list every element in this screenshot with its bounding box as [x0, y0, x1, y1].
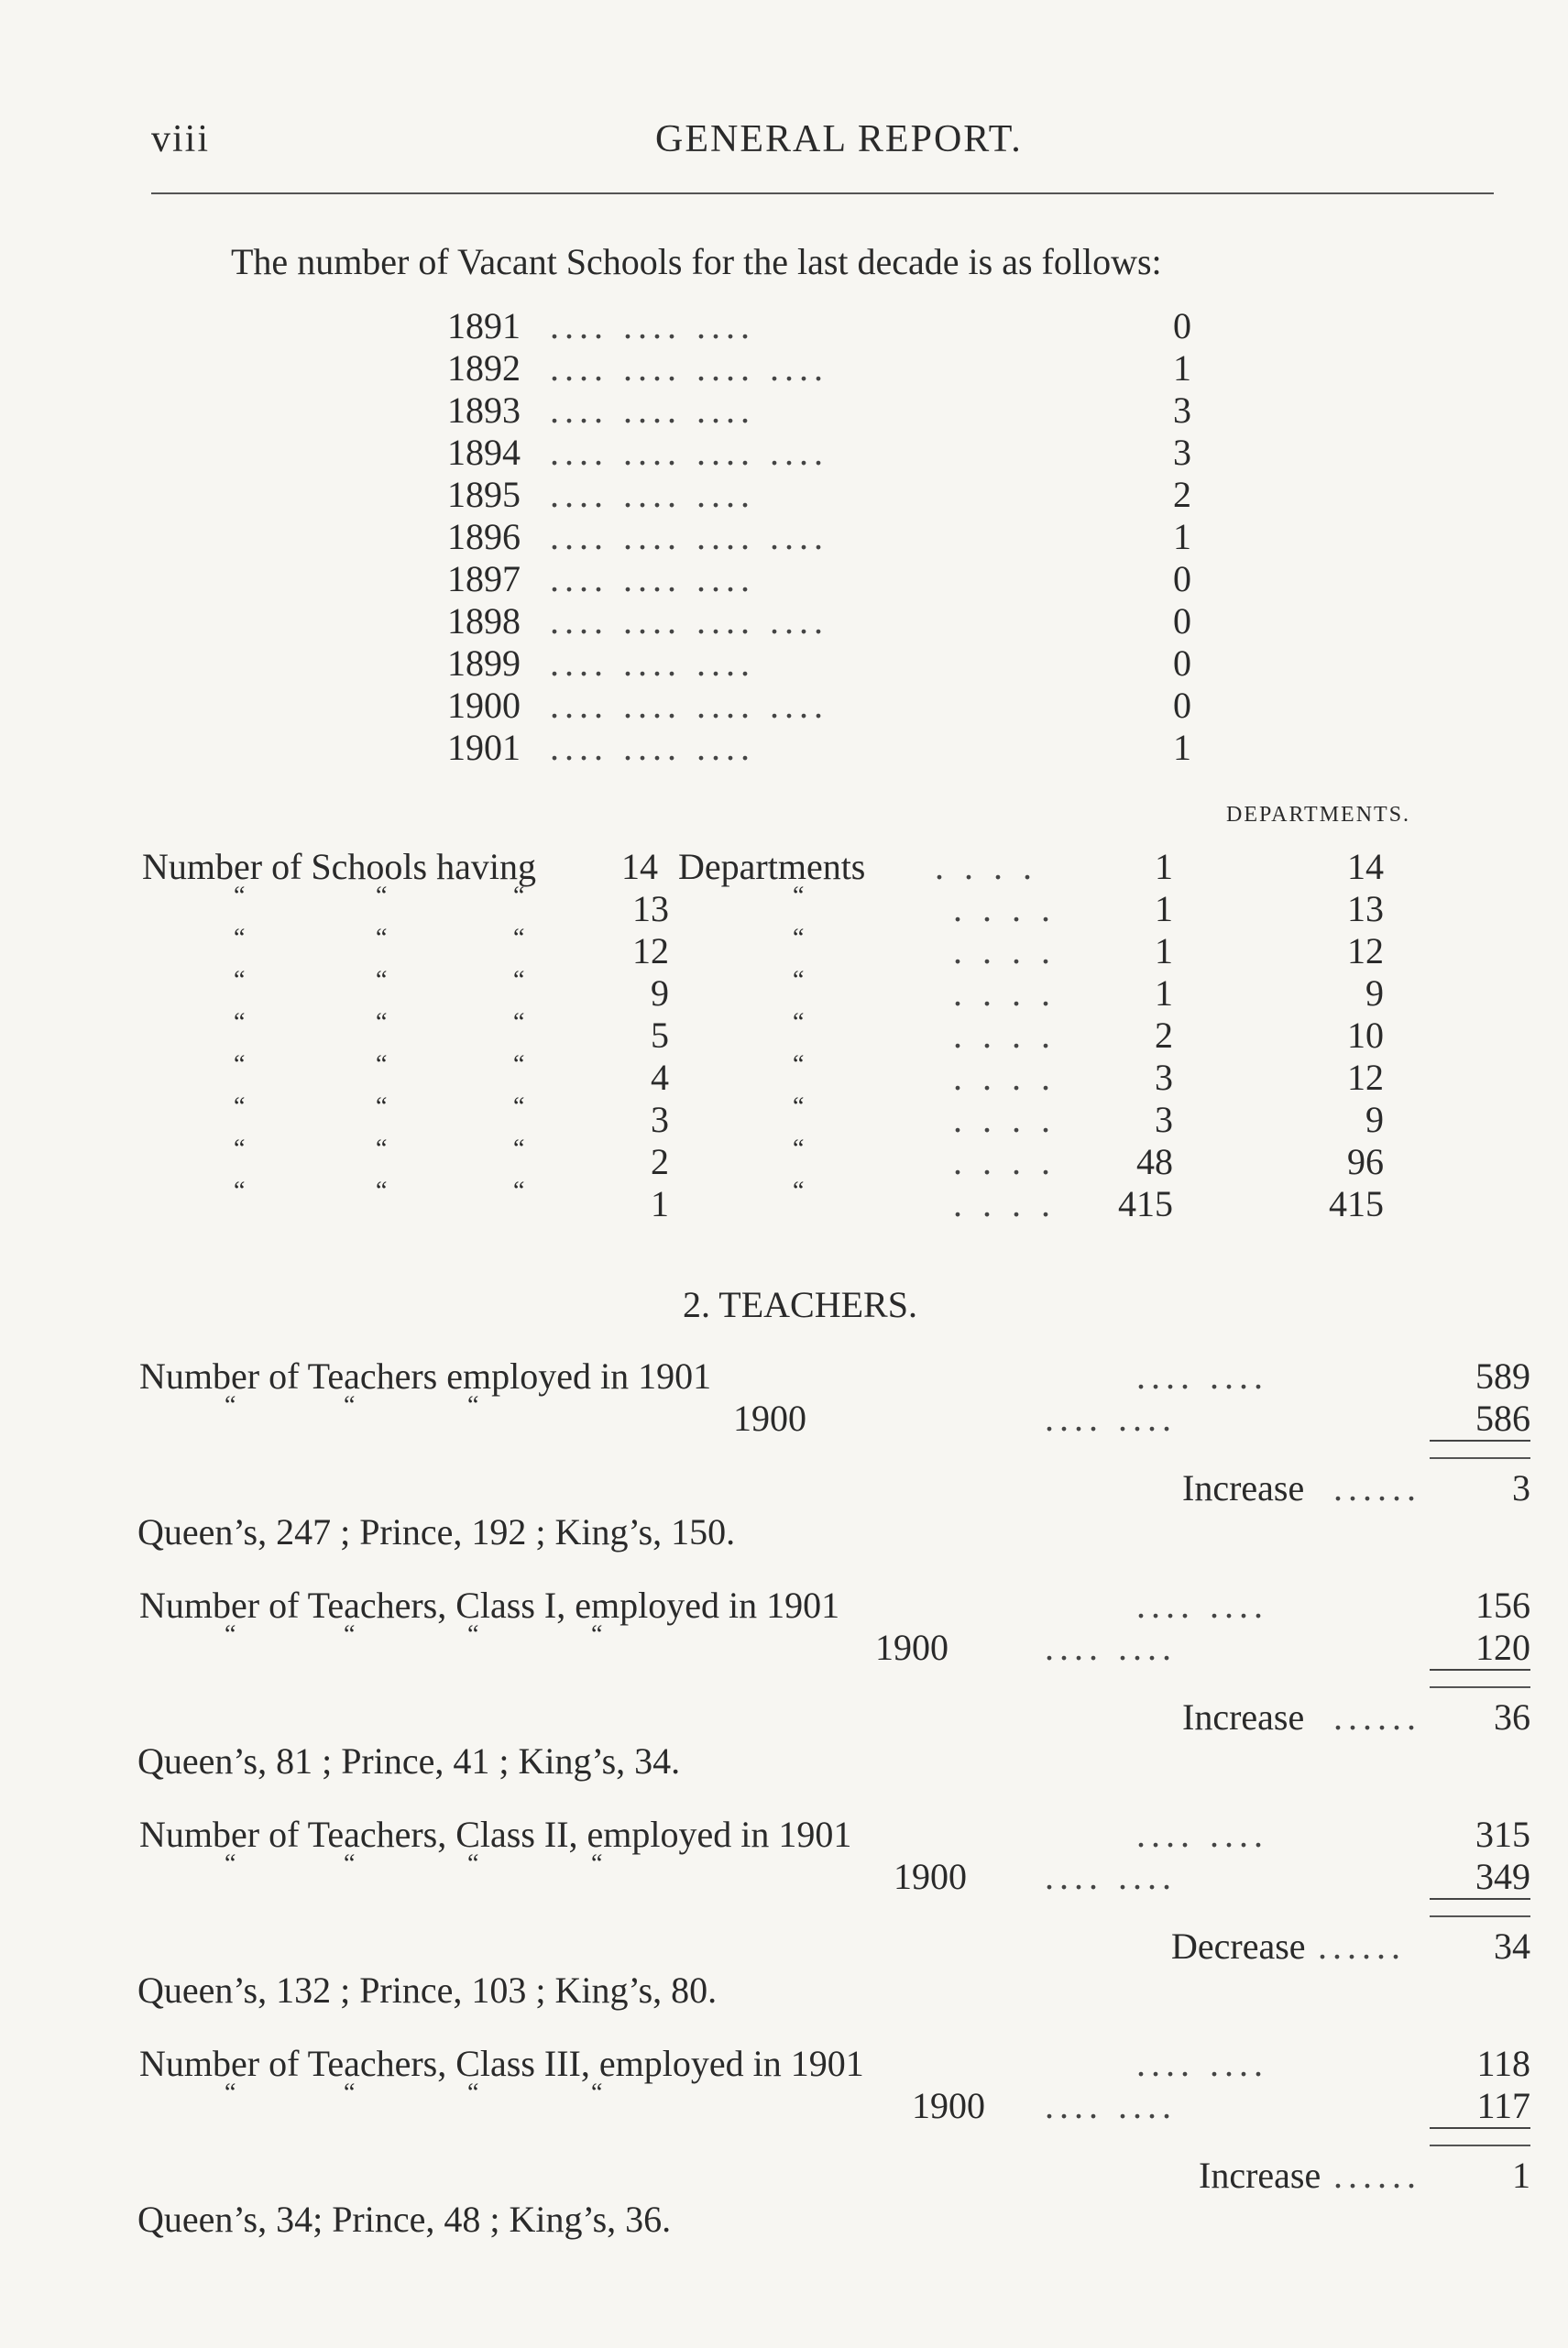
- dept-row-label-word: Departments: [678, 846, 866, 887]
- teachers-year-1900: 1900: [733, 1398, 806, 1439]
- change-label: Increase: [1199, 2155, 1321, 2196]
- teachers-breakdown: Queen’s, 34; Prince, 48 ; King’s, 36.: [137, 2199, 672, 2240]
- dept-total: 12: [1347, 930, 1384, 971]
- total-rule: [1430, 1915, 1530, 1917]
- leader-dots: . . . .: [953, 930, 1056, 971]
- dept-schools-count: 1: [1155, 930, 1173, 971]
- header-rule: [151, 192, 1494, 194]
- leader-dots: .... .... ....: [550, 390, 755, 431]
- dept-total: 96: [1347, 1141, 1384, 1182]
- vacant-count: 1: [1173, 516, 1191, 557]
- ditto-mark: “: [467, 2079, 479, 2107]
- teachers-line: Number of Teachers, Class III, employed in 1901: [139, 2043, 864, 2084]
- leader-dots: .... ....: [1045, 2085, 1177, 2126]
- vacant-year: 1896: [447, 516, 521, 557]
- leader-dots: .... .... ....: [550, 642, 755, 684]
- change-label: Increase: [1182, 1696, 1305, 1738]
- dept-row-label-prefix: Number of Schools having: [142, 846, 536, 887]
- leader-dots: .... .... .... ....: [550, 347, 828, 389]
- leader-dots: .... .... ....: [550, 558, 755, 599]
- leader-dots: .... .... .... ....: [550, 685, 828, 726]
- dept-schools-count: 3: [1155, 1099, 1173, 1140]
- vacant-count: 3: [1173, 390, 1191, 431]
- vacant-count: 0: [1173, 558, 1191, 599]
- change-value: 36: [1494, 1696, 1530, 1738]
- leader-dots: .... ....: [1045, 1627, 1177, 1668]
- total-rule: [1430, 1457, 1530, 1459]
- dept-total: 10: [1347, 1015, 1384, 1056]
- ditto-mark: “: [793, 1135, 805, 1163]
- dept-total: 415: [1329, 1183, 1384, 1224]
- ditto-mark: “: [376, 966, 388, 994]
- dept-schools-count: 1: [1155, 972, 1173, 1014]
- ditto-mark: “: [234, 882, 246, 910]
- ditto-mark: “: [467, 1849, 479, 1878]
- ditto-mark: “: [225, 2079, 236, 2107]
- leader-dots: ......: [1333, 2155, 1421, 2196]
- ditto-mark: “: [467, 1391, 479, 1420]
- ditto-mark: “: [234, 924, 246, 952]
- teachers-value-1900: 586: [1430, 1397, 1530, 1442]
- dept-schools-count: 1: [1155, 846, 1173, 887]
- vacant-year: 1901: [447, 727, 521, 768]
- ditto-mark: “: [344, 2079, 356, 2107]
- leader-dots: . . . .: [953, 1099, 1056, 1140]
- ditto-mark: “: [234, 1177, 246, 1205]
- ditto-mark: “: [513, 1050, 525, 1079]
- ditto-mark: “: [513, 1177, 525, 1205]
- leader-dots: . . . .: [953, 1057, 1056, 1098]
- leader-dots: . . . .: [953, 1141, 1056, 1182]
- dept-schools-count: 3: [1155, 1057, 1173, 1098]
- ditto-mark: “: [591, 2079, 603, 2107]
- dept-schools-count: 48: [1136, 1141, 1173, 1182]
- dept-total: 13: [1347, 888, 1384, 929]
- dept-total: 12: [1347, 1057, 1384, 1098]
- ditto-mark: “: [591, 1849, 603, 1878]
- dept-row-depts: 2: [651, 1141, 669, 1182]
- vacant-intro: The number of Vacant Schools for the last decade is as follows:: [231, 241, 1162, 282]
- ditto-mark: “: [793, 1092, 805, 1121]
- dept-row-depts: 5: [651, 1015, 669, 1056]
- ditto-mark: “: [344, 1620, 356, 1649]
- ditto-mark: “: [513, 882, 525, 910]
- leader-dots: .... ....: [1136, 1355, 1268, 1397]
- leader-dots: ......: [1333, 1467, 1421, 1509]
- ditto-mark: “: [234, 1008, 246, 1037]
- leader-dots: . . . .: [953, 972, 1056, 1014]
- teachers-value-1901: 589: [1475, 1355, 1530, 1397]
- dept-row-depts: 9: [651, 972, 669, 1014]
- ditto-mark: “: [793, 1177, 805, 1205]
- ditto-mark: “: [234, 1050, 246, 1079]
- vacant-count: 0: [1173, 600, 1191, 642]
- dept-total: 9: [1365, 1099, 1384, 1140]
- vacant-count: 1: [1173, 347, 1191, 389]
- ditto-mark: “: [225, 1849, 236, 1878]
- teachers-line: Number of Teachers, Class I, employed in 1901: [139, 1585, 840, 1626]
- leader-dots: . . . .: [935, 846, 1037, 887]
- vacant-year: 1900: [447, 685, 521, 726]
- leader-dots: ......: [1333, 1696, 1421, 1738]
- dept-schools-count: 2: [1155, 1015, 1173, 1056]
- ditto-mark: “: [793, 1008, 805, 1037]
- vacant-count: 0: [1173, 305, 1191, 346]
- ditto-mark: “: [513, 1092, 525, 1121]
- vacant-year: 1893: [447, 390, 521, 431]
- ditto-mark: “: [376, 882, 388, 910]
- ditto-mark: “: [234, 1092, 246, 1121]
- ditto-mark: “: [376, 1008, 388, 1037]
- teachers-section-title: 2. TEACHERS.: [683, 1284, 917, 1325]
- leader-dots: .... ....: [1136, 1585, 1268, 1626]
- leader-dots: .... .... .... ....: [550, 600, 828, 642]
- teachers-value-1900: 117: [1430, 2084, 1530, 2129]
- vacant-year: 1892: [447, 347, 521, 389]
- ditto-mark: “: [467, 1620, 479, 1649]
- departments-heading: DEPARTMENTS.: [1226, 803, 1411, 827]
- ditto-mark: “: [793, 882, 805, 910]
- ditto-mark: “: [376, 924, 388, 952]
- teachers-value-1901: 315: [1475, 1814, 1530, 1855]
- leader-dots: .... .... .... ....: [550, 516, 828, 557]
- page-title: GENERAL REPORT.: [655, 118, 1023, 160]
- teachers-value-1900: 120: [1430, 1626, 1530, 1671]
- ditto-mark: “: [793, 1050, 805, 1079]
- leader-dots: .... .... ....: [550, 727, 755, 768]
- ditto-mark: “: [591, 1620, 603, 1649]
- dept-row-depts: 4: [651, 1057, 669, 1098]
- ditto-mark: “: [234, 966, 246, 994]
- vacant-year: 1899: [447, 642, 521, 684]
- change-label: Increase: [1182, 1467, 1305, 1509]
- teachers-value-1901: 156: [1475, 1585, 1530, 1626]
- dept-schools-count: 1: [1155, 888, 1173, 929]
- change-value: 3: [1512, 1467, 1530, 1509]
- teachers-breakdown: Queen’s, 81 ; Prince, 41 ; King’s, 34.: [137, 1740, 681, 1782]
- teachers-line: Number of Teachers, Class II, employed in 1901: [139, 1814, 852, 1855]
- total-rule: [1430, 1686, 1530, 1688]
- ditto-mark: “: [513, 924, 525, 952]
- ditto-mark: “: [225, 1391, 236, 1420]
- teachers-year-1900: 1900: [894, 1856, 967, 1897]
- teachers-year-1900: 1900: [875, 1627, 948, 1668]
- ditto-mark: “: [344, 1849, 356, 1878]
- leader-dots: . . . .: [953, 1015, 1056, 1056]
- vacant-count: 0: [1173, 685, 1191, 726]
- leader-dots: .... ....: [1045, 1398, 1177, 1439]
- ditto-mark: “: [376, 1092, 388, 1121]
- ditto-mark: “: [344, 1391, 356, 1420]
- dept-row-depts: 3: [651, 1099, 669, 1140]
- dept-total: 14: [1347, 846, 1384, 887]
- ditto-mark: “: [225, 1620, 236, 1649]
- dept-row-depts: 12: [632, 930, 669, 971]
- ditto-mark: “: [376, 1050, 388, 1079]
- ditto-mark: “: [513, 1135, 525, 1163]
- ditto-mark: “: [234, 1135, 246, 1163]
- teachers-year-1900: 1900: [912, 2085, 985, 2126]
- leader-dots: .... ....: [1045, 1856, 1177, 1897]
- vacant-year: 1898: [447, 600, 521, 642]
- ditto-mark: “: [376, 1135, 388, 1163]
- vacant-year: 1891: [447, 305, 521, 346]
- leader-dots: . . . .: [953, 888, 1056, 929]
- dept-row-depts: 13: [632, 888, 669, 929]
- dept-schools-count: 415: [1118, 1183, 1173, 1224]
- leader-dots: .... ....: [1136, 1814, 1268, 1855]
- vacant-year: 1897: [447, 558, 521, 599]
- vacant-count: 2: [1173, 474, 1191, 515]
- leader-dots: .... .... .... ....: [550, 432, 828, 473]
- total-rule: [1430, 2145, 1530, 2146]
- dept-row-depts: 1: [651, 1183, 669, 1224]
- ditto-mark: “: [376, 1177, 388, 1205]
- leader-dots: .... .... ....: [550, 305, 755, 346]
- teachers-value-1901: 118: [1476, 2043, 1530, 2084]
- teachers-line: Number of Teachers employed in 1901: [139, 1355, 712, 1397]
- leader-dots: ......: [1318, 1926, 1406, 1967]
- vacant-year: 1894: [447, 432, 521, 473]
- change-value: 1: [1512, 2155, 1530, 2196]
- ditto-mark: “: [793, 924, 805, 952]
- page-number: viii: [151, 118, 211, 160]
- dept-total: 9: [1365, 972, 1384, 1014]
- leader-dots: .... ....: [1136, 2043, 1268, 2084]
- vacant-count: 3: [1173, 432, 1191, 473]
- change-label: Decrease: [1171, 1926, 1306, 1967]
- dept-row-depts: 14: [621, 846, 658, 887]
- teachers-breakdown: Queen’s, 247 ; Prince, 192 ; King’s, 150.: [137, 1511, 736, 1553]
- ditto-mark: “: [513, 966, 525, 994]
- vacant-count: 0: [1173, 642, 1191, 684]
- ditto-mark: “: [793, 966, 805, 994]
- vacant-year: 1895: [447, 474, 521, 515]
- change-value: 34: [1494, 1926, 1530, 1967]
- leader-dots: . . . .: [953, 1183, 1056, 1224]
- vacant-count: 1: [1173, 727, 1191, 768]
- teachers-breakdown: Queen’s, 132 ; Prince, 103 ; King’s, 80.: [137, 1969, 718, 2011]
- teachers-value-1900: 349: [1430, 1855, 1530, 1900]
- leader-dots: .... .... ....: [550, 474, 755, 515]
- ditto-mark: “: [513, 1008, 525, 1037]
